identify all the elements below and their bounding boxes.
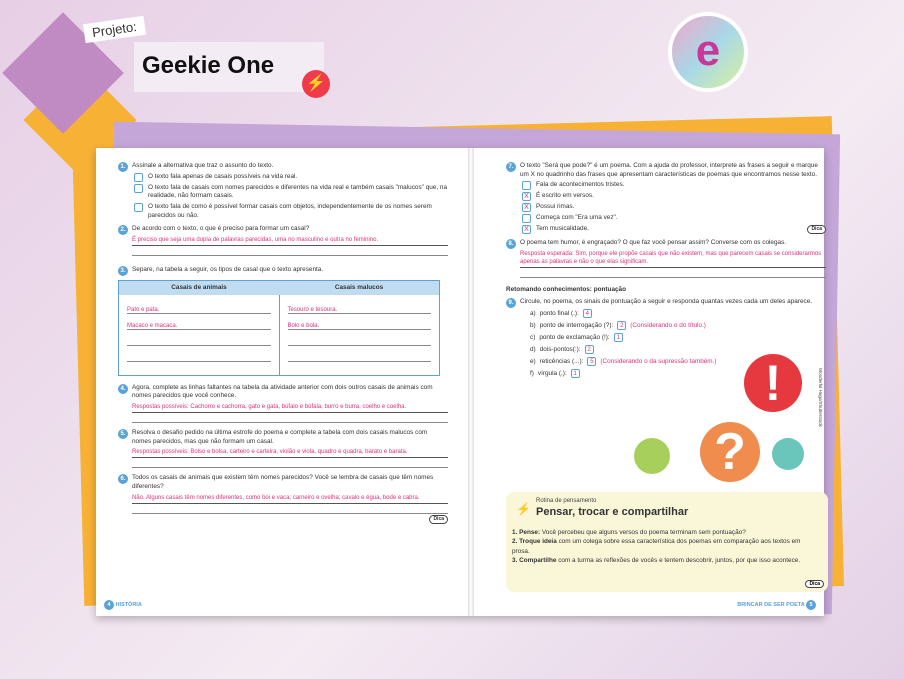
checkbox[interactable]: [134, 203, 143, 212]
left-footer: 4 HISTÓRIA: [104, 600, 142, 610]
right-page: [506, 162, 826, 383]
question-1: 1. Assinale a alternativa que traz o assunto do texto. O texto fala apenas de casais possíveis na vida real. O texto fala de casais com nomes parecidos e diferentes na vida real e também casais "malucos" que, na realidade, não formam casais. O texto fala de como é possível formar casais com objetos, independentemente de os nomes serem parecidos ou não.: [118, 162, 448, 220]
question-9: 9. Circule, no poema, os sinais de pontuação a seguir e responda quantas vezes cada um deles aparece. a) ponto final (.): 4 b) ponto de interrogação (?): 2 (Considerando o do título.) c) ponto de exclamação (!): 1 d) dois-pontos(:): 2 e) reticências (...): 5 (Considerando o da supressão também.) f) vírgula (,): 1: [506, 298, 826, 379]
question-mark-illustration: ?: [700, 422, 760, 482]
question-5: 5. Resolva o desafio pedido na última estrofe do poema e complete a tabela com dois casais malucos com nomes parecidos, mas que não formam um casal. Respostas possíveis: Bolso e bolsa, carteiro e carteira, violão e viola, quadro e quadra, barato e barata.: [118, 429, 448, 468]
question-4: 4. Agora, complete as linhas faltantes na tabela da atividade anterior com dois outros casais de animais com nomes parecidos que você conhece. Respostas possíveis: Cachorro e cachorra, gato e gata, búfalo e búfala, burro e burra, coelho e coelha.: [118, 384, 448, 423]
tip-button[interactable]: Dica: [807, 225, 826, 234]
book-spread: [96, 148, 824, 616]
answer-line[interactable]: É preciso que seja uma dupla de palavras parecidas, uma no masculino e outra no feminino.: [132, 234, 448, 246]
question-2: 2. De acordo com o texto, o que é preciso para formar um casal? É preciso que seja uma dupla de palavras parecidas, uma no masculino e outra no feminino.: [118, 225, 448, 256]
left-page: [118, 162, 448, 529]
section-title: Retomando conhecimentos: pontuação: [506, 286, 627, 294]
exclamation-illustration: !: [744, 354, 802, 412]
geekie-logo-icon: e: [668, 12, 748, 92]
brand-title: Geekie One: [134, 42, 324, 92]
question-7: 7. O texto "Será que pode?" é um poema. Com a ajuda do professor, interprete as frases a seguir e marque um X no quadrinho das frases que apresentam características de poemas que encontramos nesse texto. Fala de acontecimentos tristes. X É escrito em versos. X Possui rimas. Começa com "Era uma vez". X Tem musicalidade. Dica: [506, 162, 826, 234]
image-credit: Wonderful Hugo/Shutterstock: [818, 368, 823, 427]
tip-button[interactable]: Dica: [805, 580, 824, 588]
right-footer: BRINCAR DE SER POETA 5: [737, 600, 816, 610]
tip-button[interactable]: Dica: [429, 515, 448, 524]
lightning-icon: ⚡: [302, 70, 330, 98]
couples-table: Casais de animais Casais malucos Pato e pata. Macaco e macaca. Tesouro e tesoura. Bolo e bola.: [118, 280, 440, 376]
lightbulb-icon: ⚡: [516, 502, 531, 516]
project-label: Projeto:: [83, 16, 146, 43]
thinking-routine-box: ⚡ Rotina de pensamento Pensar, trocar e compartilhar 1. Pense: Você percebeu que alguns versos do poema terminam sem pontuação? 2. Troque ideia com um colega sobre essa característica dos poemas em comparação aos textos em prosa. 3. Compartilhe com a turma as reflexões de vocês e tentem descobrir, juntos, por que isso acontece. Dica: [506, 492, 828, 592]
question-8: 8. O poema tem humor, é engraçado? O que faz você pensar assim? Converse com os colegas. Resposta esperada: Sim, porque ele propõe casais que não existem, mas que parecem casais se considerarmos apenas as palavras e não o que elas significam.: [506, 239, 826, 278]
question-6: 6. Todos os casais de animais que existem têm nomes parecidos? Você se lembra de casais que têm nomes diferentes? Não. Alguns casais têm nomes diferentes, como boi e vaca; carneiro e ovelha; cavalo e égua, bode e cabra. Dica: [118, 474, 448, 523]
checkbox[interactable]: [134, 184, 143, 193]
colon-illustration: [772, 438, 804, 470]
quote-illustration: [634, 438, 670, 474]
question-3: 3. Separe, na tabela a seguir, os tipos de casal que o texto apresenta.: [118, 266, 448, 275]
checkbox[interactable]: [134, 173, 143, 182]
